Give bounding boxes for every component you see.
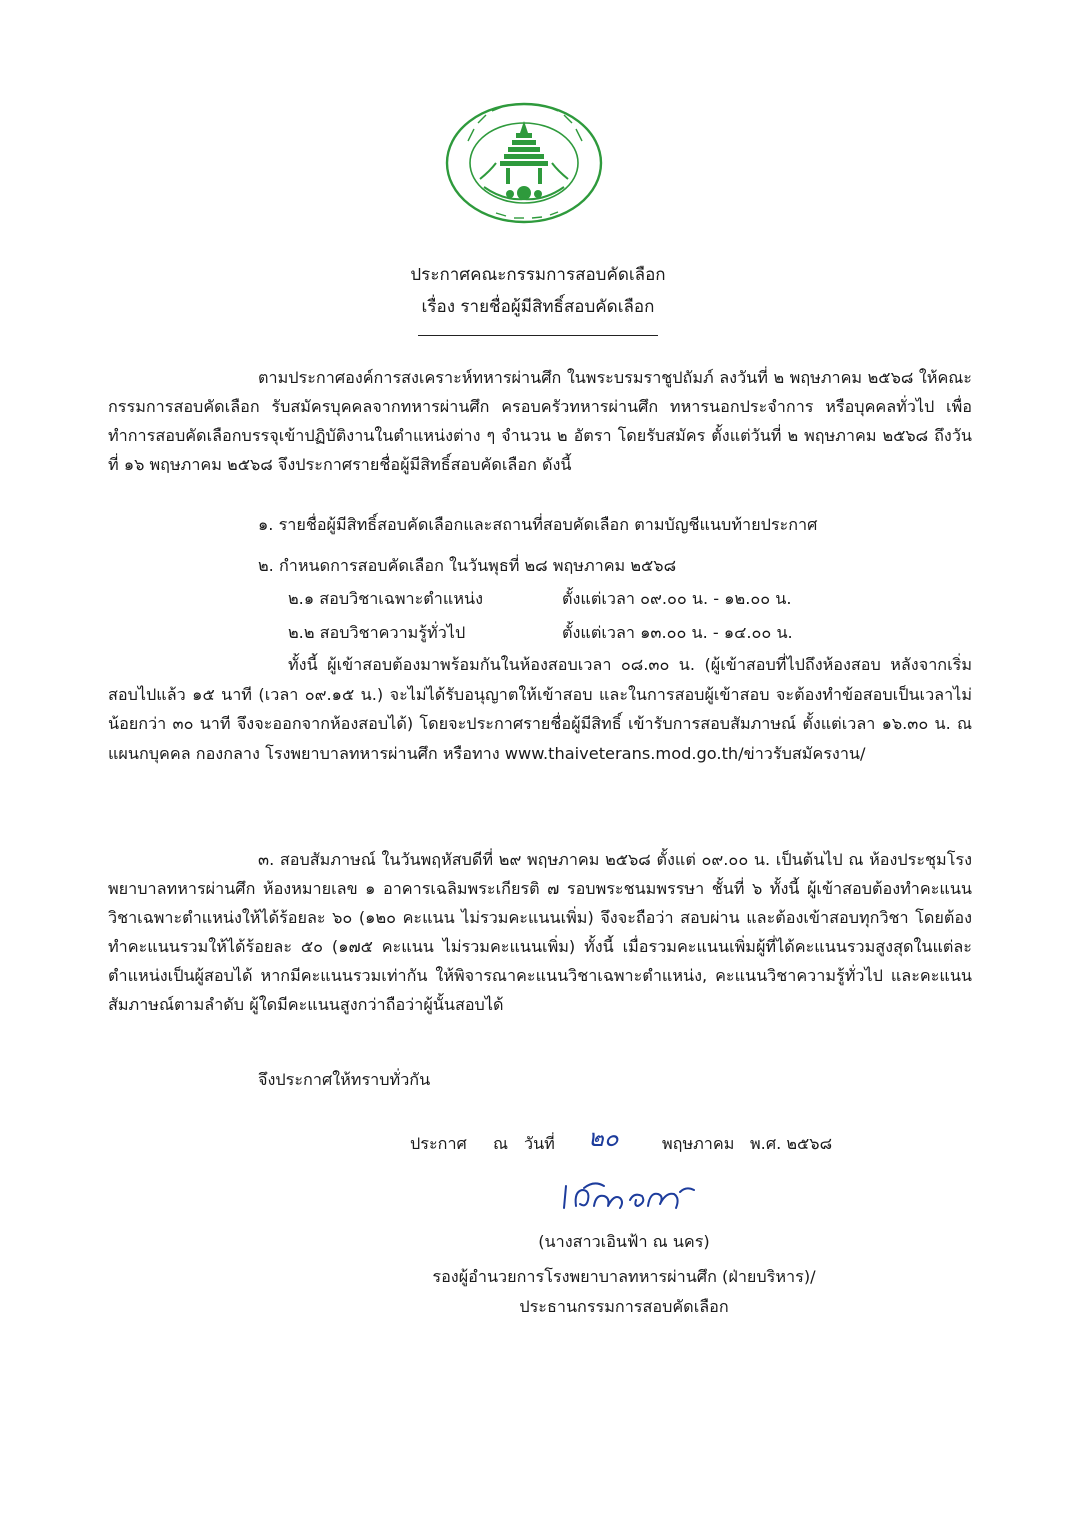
announcement-title: ประกาศคณะกรรมการสอบคัดเลือก [410, 265, 666, 285]
organization-seal-logo [444, 101, 604, 225]
item-3-paragraph [108, 845, 972, 1019]
signatory-name: (นางสาวเอินฟ้า ณ นคร) [538, 1232, 710, 1251]
item-2: ๒. กำหนดการสอบคัดเลือก ในวันพุธที่ ๒๘ พฤษภาคม ๒๕๖๘ [258, 556, 677, 575]
exam-note-paragraph [108, 650, 972, 768]
sub-item-2-2-time: ตั้งแต่เวลา ๑๓.๐๐ น. - ๑๔.๐๐ น. [562, 623, 793, 642]
handwritten-day: ๒๐ [588, 1124, 619, 1152]
sub-item-2-1-label: ๒.๑ สอบวิชาเฉพาะตำแหน่ง [288, 589, 483, 608]
handwritten-signature [560, 1178, 700, 1218]
exam-note-text: ทั้งนี้ ผู้เข้าสอบต้องมาพร้อมกันในห้องสอบเวลา ๐๘.๓๐ น. (ผู้เข้าสอบที่ไปถึงห้องสอบ หลังจากเริ่มสอบไปแล้ว ๑๕ นาที (เวลา ๐๙.๑๕ น.) จะไม่ได้รับอนุญาตให้เข้าสอบ และในการสอบผู้เข้าสอบ จะต้องทำข้อสอบเป็นเวลาไม่น้อยกว่า ๓๐ นาที จึงจะออกจากห้องสอบได้) โดยจะประกาศรายชื่อผู้มีสิทธิ์ เข้ารับการสอบสัมภาษณ์ ตั้งแต่เวลา ๑๖.๓๐ น. ณ แผนกบุคคล กองกลาง โรงพยาบาลทหารผ่านศึก หรือทาง www.thaiveterans.mod.go.th/ข่าวรับสมัครงาน/ [108, 655, 972, 763]
date-year: พ.ศ. ๒๕๖๘ [750, 1134, 833, 1153]
title-divider [418, 335, 658, 336]
sub-item-2-1-time: ตั้งแต่เวลา ๐๙.๐๐ น. - ๑๒.๐๐ น. [562, 589, 792, 608]
closing-statement: จึงประกาศให้ทราบทั่วกัน [258, 1070, 431, 1089]
date-at: ณ [493, 1134, 509, 1153]
item-1: ๑. รายชื่อผู้มีสิทธิ์สอบคัดเลือกและสถานที่สอบคัดเลือก ตามบัญชีแนบท้ายประกาศ [258, 515, 818, 534]
signatory-role: ประธานกรรมการสอบคัดเลือก [519, 1297, 729, 1316]
announcement-subject: เรื่อง รายชื่อผู้มีสิทธิ์สอบคัดเลือก [421, 297, 655, 317]
date-month: พฤษภาคม [662, 1134, 735, 1153]
date-label: ประกาศ [410, 1134, 467, 1153]
intro-text: ตามประกาศองค์การสงเคราะห์ทหารผ่านศึก ในพระบรมราชูปถัมภ์ ลงวันที่ ๒ พฤษภาคม ๒๕๖๘ ให้คณะกรรมการสอบคัดเลือก รับสมัครบุคคลจากทหารผ่านศึก ครอบครัวทหารผ่านศึก ทหารนอกประจำการ หรือบุคคลทั่วไป เพื่อทำการสอบคัดเลือกบรรจุเข้าปฏิบัติงานในตำแหน่งต่าง ๆ จำนวน ๒ อัตรา โดยรับสมัคร ตั้งแต่วันที่ ๒ พฤษภาคม ๒๕๖๘ ถึงวันที่ ๑๖ พฤษภาคม ๒๕๖๘ จึงประกาศรายชื่อผู้มีสิทธิ์สอบคัดเลือก ดังนี้ [108, 368, 972, 474]
sub-item-2-2-label: ๒.๒ สอบวิชาความรู้ทั่วไป [288, 623, 466, 642]
item-3-text: ๓. สอบสัมภาษณ์ ในวันพฤหัสบดีที่ ๒๙ พฤษภาคม ๒๕๖๘ ตั้งแต่ ๐๙.๐๐ น. เป็นต้นไป ณ ห้องประชุมโรงพยาบาลทหารผ่านศึก ห้องหมายเลข ๑ อาคารเฉลิมพระเกียรติ ๗ รอบพระชนมพรรษา ชั้นที่ ๖ ทั้งนี้ ผู้เข้าสอบต้องทำคะแนนวิชาเฉพาะตำแหน่งให้ได้ร้อยละ ๖๐ (๑๒๐ คะแนน ไม่รวมคะแนนเพิ่ม) จึงจะถือว่า สอบผ่าน และต้องเข้าสอบทุกวิชา โดยต้องทำคะแนนรวมให้ได้ร้อยละ ๕๐ (๑๗๕ คะแนน ไม่รวมคะแนนเพิ่ม) ทั้งนี้ เมื่อรวมคะแนนเพิ่มผู้ที่ได้คะแนนรวมสูงสุดในแต่ละตำแหน่งเป็นผู้สอบได้ หากมีคะแนนรวมเท่ากัน ให้พิจารณาคะแนนวิชาเฉพาะตำแหน่ง, คะแนนวิชาความรู้ทั่วไป และคะแนนสัมภาษณ์ตามลำดับ ผู้ใดมีคะแนนสูงกว่าถือว่าผู้นั้นสอบได้ [108, 850, 972, 1014]
intro-paragraph [108, 363, 972, 479]
signatory-title: รองผู้อำนวยการโรงพยาบาลทหารผ่านศึก (ฝ่ายบริหาร)/ [432, 1267, 816, 1286]
date-day-label: วันที่ [524, 1134, 555, 1153]
